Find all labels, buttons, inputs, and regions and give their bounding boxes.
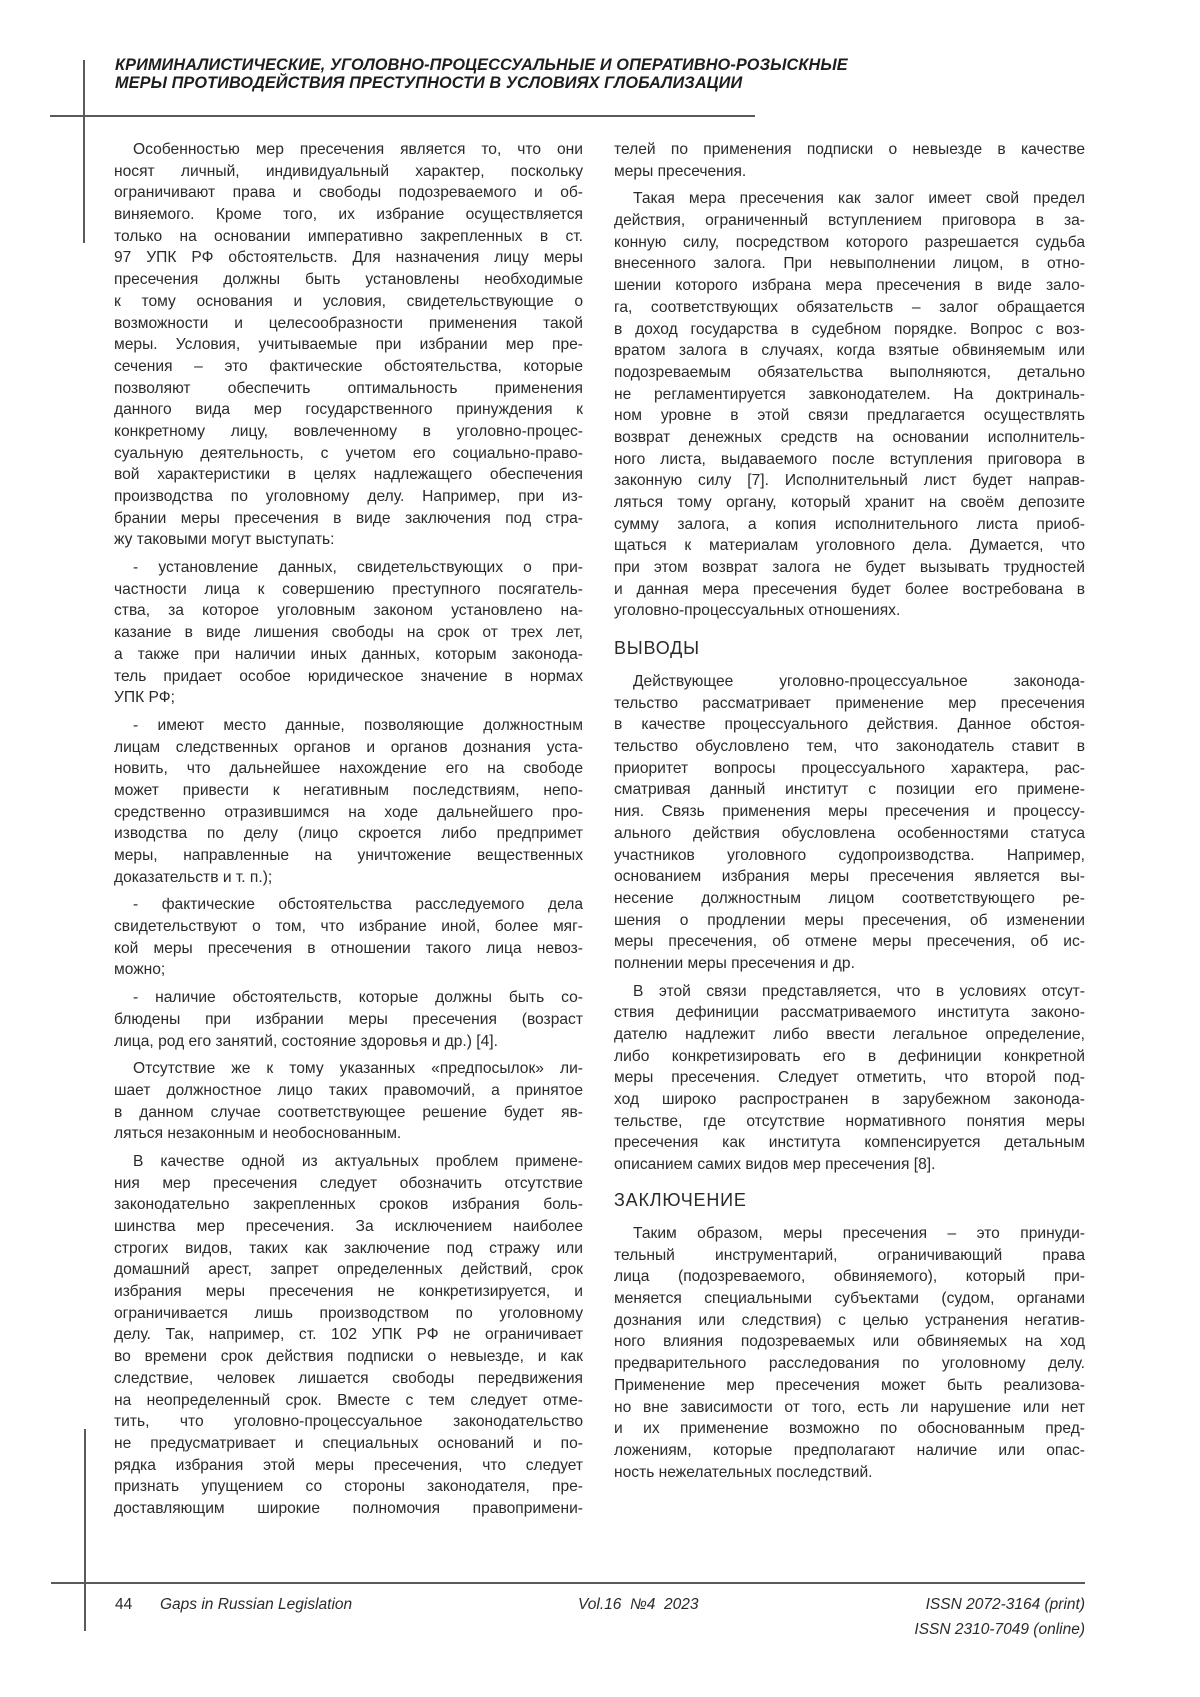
paragraph <box>114 1058 583 1145</box>
text-line: блюдены при избрании меры пресечения (возраст <box>114 1010 583 1028</box>
text-line: не предусматривает и специальных оснований и по- <box>114 1434 583 1452</box>
text-line: при этом возврат залога не будет вызывать трудностей <box>614 559 1085 577</box>
text-line: и их применение возможно по обоснованным пред- <box>614 1420 1085 1438</box>
text-line: УПК РФ; <box>114 689 175 707</box>
text-line: лица, род его занятий, состояние здоровья и др.) [4]. <box>114 1032 498 1050</box>
text-line: меры, направленные на уничтожение вещественных <box>114 847 583 864</box>
conclusions-text <box>614 671 1085 1176</box>
text-line: тельстве, где отсутствие нормативного понятия меры <box>614 1112 1085 1130</box>
text-line: тить, что уголовно-процессуальное законодательство <box>114 1413 583 1431</box>
text-line: ность нежелательных последствий. <box>614 1463 873 1481</box>
text-line: на неопределенный срок. Вместе с тем следует отме- <box>114 1391 583 1409</box>
text-line: меры пресечения. <box>614 162 747 180</box>
text-line: ляться тому органу, который хранит на своём депозите <box>614 494 1085 511</box>
text-line: подозреваемым обязательства выполняются, детально <box>614 363 1085 381</box>
list-item <box>114 557 583 709</box>
text-line: ложениям, которые предполагают наличие или опас- <box>614 1441 1085 1459</box>
footer-vertical-rule <box>84 1429 86 1631</box>
text-line: описанием самих видов мер пресечения [8]. <box>614 1156 936 1174</box>
text-line: во времени срок действия подписки о невыезде, и как <box>114 1348 583 1366</box>
text-line: основанием избрания меры пресечения является вы- <box>614 868 1085 886</box>
text-line: В качестве одной из актуальных проблем примене- <box>133 1152 583 1170</box>
text-line: га, соответствующих обязательств – залог обращается <box>614 298 1085 316</box>
text-line: участников уголовного судопроизводства. Например, <box>614 846 1085 864</box>
text-line: казание в виде лишения свободы на срок от трех лет, <box>114 624 583 642</box>
text-line: возможности и целесообразности применения такой <box>114 314 583 332</box>
paragraph <box>614 188 1085 622</box>
text-line: лицам следственных органов и органов дознания уста- <box>114 738 583 756</box>
text-line: доставляющим широкие полномочия правопримени- <box>114 1499 583 1517</box>
text-line: жу таковыми могут выступать: <box>114 531 335 549</box>
text-line: ляться незаконным и необоснованным. <box>114 1125 402 1143</box>
text-line: вой характеристики в целях надлежащего обеспечения <box>114 466 583 484</box>
text-line: Такая мера пресечения как залог имеет свой предел <box>633 190 1085 208</box>
text-line: несение должностным лицом соответствующего ре- <box>614 889 1085 907</box>
paragraph <box>114 139 583 551</box>
text-line: признать упущением со стороны законодателя, пре- <box>114 1478 583 1496</box>
text-line: меры пресечения, об отмене меры пресечения, об ис- <box>614 933 1085 951</box>
page-number: 44 <box>115 1596 133 1613</box>
paragraph <box>114 1151 583 1520</box>
text-line: шении которого избрана мера пресечения в виде зало- <box>614 277 1085 295</box>
text-line: ального действия обусловлена особенностями статуса <box>614 824 1085 842</box>
text-line: ограничивают права и свободы подозреваемого и об- <box>114 184 583 202</box>
text-line: либо конкретизировать его в дефиниции конкретной <box>614 1047 1085 1065</box>
right-column <box>614 0 1085 1600</box>
text-line: - установление данных, свидетельствующих о при- <box>133 559 583 577</box>
summary-text <box>614 1223 1085 1483</box>
header-vertical-rule <box>83 60 85 243</box>
text-line: в доход государства в судебном порядке. Вопрос с воз- <box>614 320 1085 338</box>
text-line: полнении меры пресечения и др. <box>614 954 855 972</box>
text-line: сумму залога, а копия исполнительного листа приоб- <box>614 515 1085 533</box>
text-line: меры пресечения. Следует отметить, что второй под- <box>614 1069 1085 1087</box>
text-line: изводства по делу (лицо скроется либо предпримет <box>114 825 583 843</box>
text-line: конную силу, посредством которого разрешается судьба <box>614 233 1085 251</box>
paragraph <box>614 671 1085 975</box>
issn-online: ISSN 2310-7049 (online) <box>914 1621 1085 1638</box>
text-line: новить, что дальнейшее нахождение его на свободе <box>114 760 583 778</box>
text-line: кой меры пресечения в отношении такого лица невоз- <box>114 939 583 957</box>
paragraph <box>614 1223 1085 1483</box>
text-line: Особенностью мер пресечения является то, что они <box>133 141 583 158</box>
text-line: пресечения как института компенсируется детальным <box>614 1134 1085 1152</box>
text-line: - наличие обстоятельств, которые должны быть со- <box>133 989 583 1007</box>
text-line: данного вида мер государственного принуждения к <box>114 401 583 419</box>
text-line: только на основании императивно закрепленных в ст. <box>114 227 583 245</box>
text-line: тельный инструментарий, ограничивающий права <box>614 1246 1085 1264</box>
text-line: пресечения должны быть установлены необходимые <box>114 271 583 289</box>
journal-name: Gaps in Russian Legislation <box>160 1596 353 1613</box>
text-line: шения о продлении меры пресечения, об изменении <box>614 911 1085 929</box>
text-line: избрания меры пресечения не конкретизируется, и <box>114 1283 583 1301</box>
text-line: доказательств и т. п.); <box>114 868 273 886</box>
text-line: домашний арест, запрет определенных действий, срок <box>114 1261 583 1279</box>
text-line: ном уровне в этой связи предлагается осуществлять <box>614 407 1085 425</box>
text-line: рядка избрания этой меры пресечения, что следует <box>114 1456 583 1474</box>
text-line: предварительного расследования по уголовному делу. <box>614 1355 1085 1373</box>
text-line: законную силу [7]. Исполнительный лист будет направ- <box>614 472 1085 490</box>
text-line: ного листа, выдаваемого после вступления приговора в <box>614 450 1085 468</box>
text-line: вратом залога в случаях, когда взятые обвиняемым или <box>614 342 1085 360</box>
text-line: лица (подозреваемого, обвиняемого), который при- <box>614 1268 1085 1286</box>
text-line: ограничивается лишь производством по уголовному <box>114 1304 583 1322</box>
text-line: суальную деятельность, с учетом его социально-право- <box>114 444 583 462</box>
right-column-intro-text <box>614 139 1085 622</box>
text-line: Применение мер пресечения может быть реализова- <box>614 1376 1085 1394</box>
text-line: тельство обусловлено тем, что законодатель ставит в <box>614 738 1085 756</box>
list-item <box>114 894 583 981</box>
section-heading-conclusions: ВЫВОДЫ <box>614 638 700 658</box>
text-line: виняемого. Кроме того, их избрание осуществляется <box>114 206 583 224</box>
section-heading-summary: ЗАКЛЮЧЕНИЕ <box>614 1190 747 1210</box>
text-line: уголовно-процессуальных отношениях. <box>614 602 901 620</box>
running-header-line-2: МЕРЫ ПРОТИВОДЕЙСТВИЯ ПРЕСТУПНОСТИ В УСЛОВИЯХ ГЛОБАЛИЗАЦИИ <box>115 74 743 92</box>
text-line: можно; <box>114 961 166 979</box>
text-line: но вне зависимости от того, есть ли нарушение или нет <box>614 1398 1085 1416</box>
text-line: действия, ограниченный вступлением приговора в за- <box>614 212 1085 230</box>
text-line: ход широко распространен в зарубежном законода- <box>614 1091 1085 1109</box>
issue-info: Vol.16 №4 2023 <box>578 1596 699 1613</box>
text-line: дознания или следствия) с целью устранения негатив- <box>614 1311 1085 1329</box>
text-line: ства, за которое уголовным законом установлено на- <box>114 602 583 620</box>
issn-print: ISSN 2072-3164 (print) <box>925 1596 1085 1613</box>
paragraph <box>614 981 1085 1176</box>
text-line: сматривая данный институт с позиции его примене- <box>614 781 1085 799</box>
text-line: в качестве процессуального действия. Данное обстоя- <box>614 716 1085 734</box>
text-line: шает должностное лицо таких правомочий, а принятое <box>114 1081 583 1099</box>
text-line: тель придает особое юридическое значение в нормах <box>114 667 583 685</box>
text-line: частности лица к совершению преступного посягатель- <box>114 580 583 598</box>
paragraph <box>614 139 1085 182</box>
text-line: Действующее уголовно-процессуальное законода- <box>633 673 1085 690</box>
text-line: в данном случае соответствующее решение будет яв- <box>114 1103 583 1121</box>
text-line: к тому основания и условия, свидетельствующие о <box>114 292 583 310</box>
text-line: носят личный, индивидуальный характер, поскольку <box>114 162 583 180</box>
text-line: следствие, человек лишается свободы передвижения <box>114 1369 583 1387</box>
text-line: брании меры пресечения в виде заключения под стра- <box>114 509 583 527</box>
text-line: внесенного залога. При невыполнении лицом, в отно- <box>614 255 1085 273</box>
text-line: законодательно закрепленных сроков избрания боль- <box>114 1196 583 1214</box>
text-line: дателю надлежит либо ввести легальное определение, <box>614 1026 1085 1043</box>
text-line: производства по уголовному делу. Например, при из- <box>114 488 583 505</box>
text-line: а также при наличии иных данных, которым законода- <box>114 645 583 663</box>
text-line: не регламентируется завконодателем. На доктриналь- <box>614 385 1085 403</box>
running-header-line-1: КРИМИНАЛИСТИЧЕСКИЕ, УГОЛОВНО-ПРОЦЕССУАЛЬНЫЕ И ОПЕРАТИВНО-РОЗЫСКНЫЕ <box>115 56 848 74</box>
text-line: шинства мер пресечения. За исключением наиболее <box>114 1218 583 1235</box>
text-line: Отсутствие же к тому указанных «предпосылок» ли- <box>133 1060 583 1078</box>
list-item <box>114 715 583 889</box>
text-line: тельство рассматривает применение мер пресечения <box>614 694 1085 712</box>
text-line: ствия дефиниции рассматриваемого института законо- <box>614 1004 1085 1022</box>
text-line: меняется специальными субъектами (судом, органами <box>614 1290 1085 1308</box>
text-line: и данная мера пресечения будет более востребована в <box>614 580 1085 598</box>
text-line: делу. Так, например, ст. 102 УПК РФ не ограничивает <box>114 1326 583 1344</box>
text-line: ния мер пресечения следует обозначить отсутствие <box>114 1174 583 1192</box>
text-line: строгих видов, таких как заключение под стражу или <box>114 1239 583 1257</box>
text-line: меры. Условия, учитываемые при избрании мер пре- <box>114 336 583 354</box>
list-item <box>114 987 583 1052</box>
text-line: телей по применения подписки о невыезде в качестве <box>614 141 1085 158</box>
text-line: конкретному лицу, вовлеченному в уголовно-процес- <box>114 422 583 440</box>
text-line: щаться к материалам уголовного дела. Думается, что <box>614 537 1085 555</box>
text-line: приоритет вопросы процессуального характера, рас- <box>614 759 1085 777</box>
text-line: сечения – это фактические обстоятельства, которые <box>114 357 583 375</box>
text-line: может привести к негативным последствиям, непо- <box>114 781 583 799</box>
text-line: 97 УПК РФ обстоятельств. Для назначения лицу меры <box>114 249 583 267</box>
text-line: - фактические обстоятельства расследуемого дела <box>133 896 583 914</box>
text-line: В этой связи представляется, что в условиях отсут- <box>633 982 1085 1000</box>
left-column-text <box>114 139 583 1520</box>
text-line: Таким образом, меры пресечения – это принуди- <box>633 1225 1085 1242</box>
text-line: возврат денежных средств на основании исполнитель- <box>614 428 1085 446</box>
text-line: средственно отразившимся на ходе дальнейшего про- <box>114 803 583 821</box>
text-line: ного влияния подозреваемых или обвиняемых на ход <box>614 1333 1085 1351</box>
text-line: ния. Связь применения меры пресечения и процессу- <box>614 803 1085 821</box>
text-line: свидетельствуют о том, что избрание иной, более мяг- <box>114 918 583 936</box>
text-line: позволяют обеспечить оптимальность применения <box>114 379 583 397</box>
text-line: - имеют место данные, позволяющие должностным <box>133 716 583 734</box>
